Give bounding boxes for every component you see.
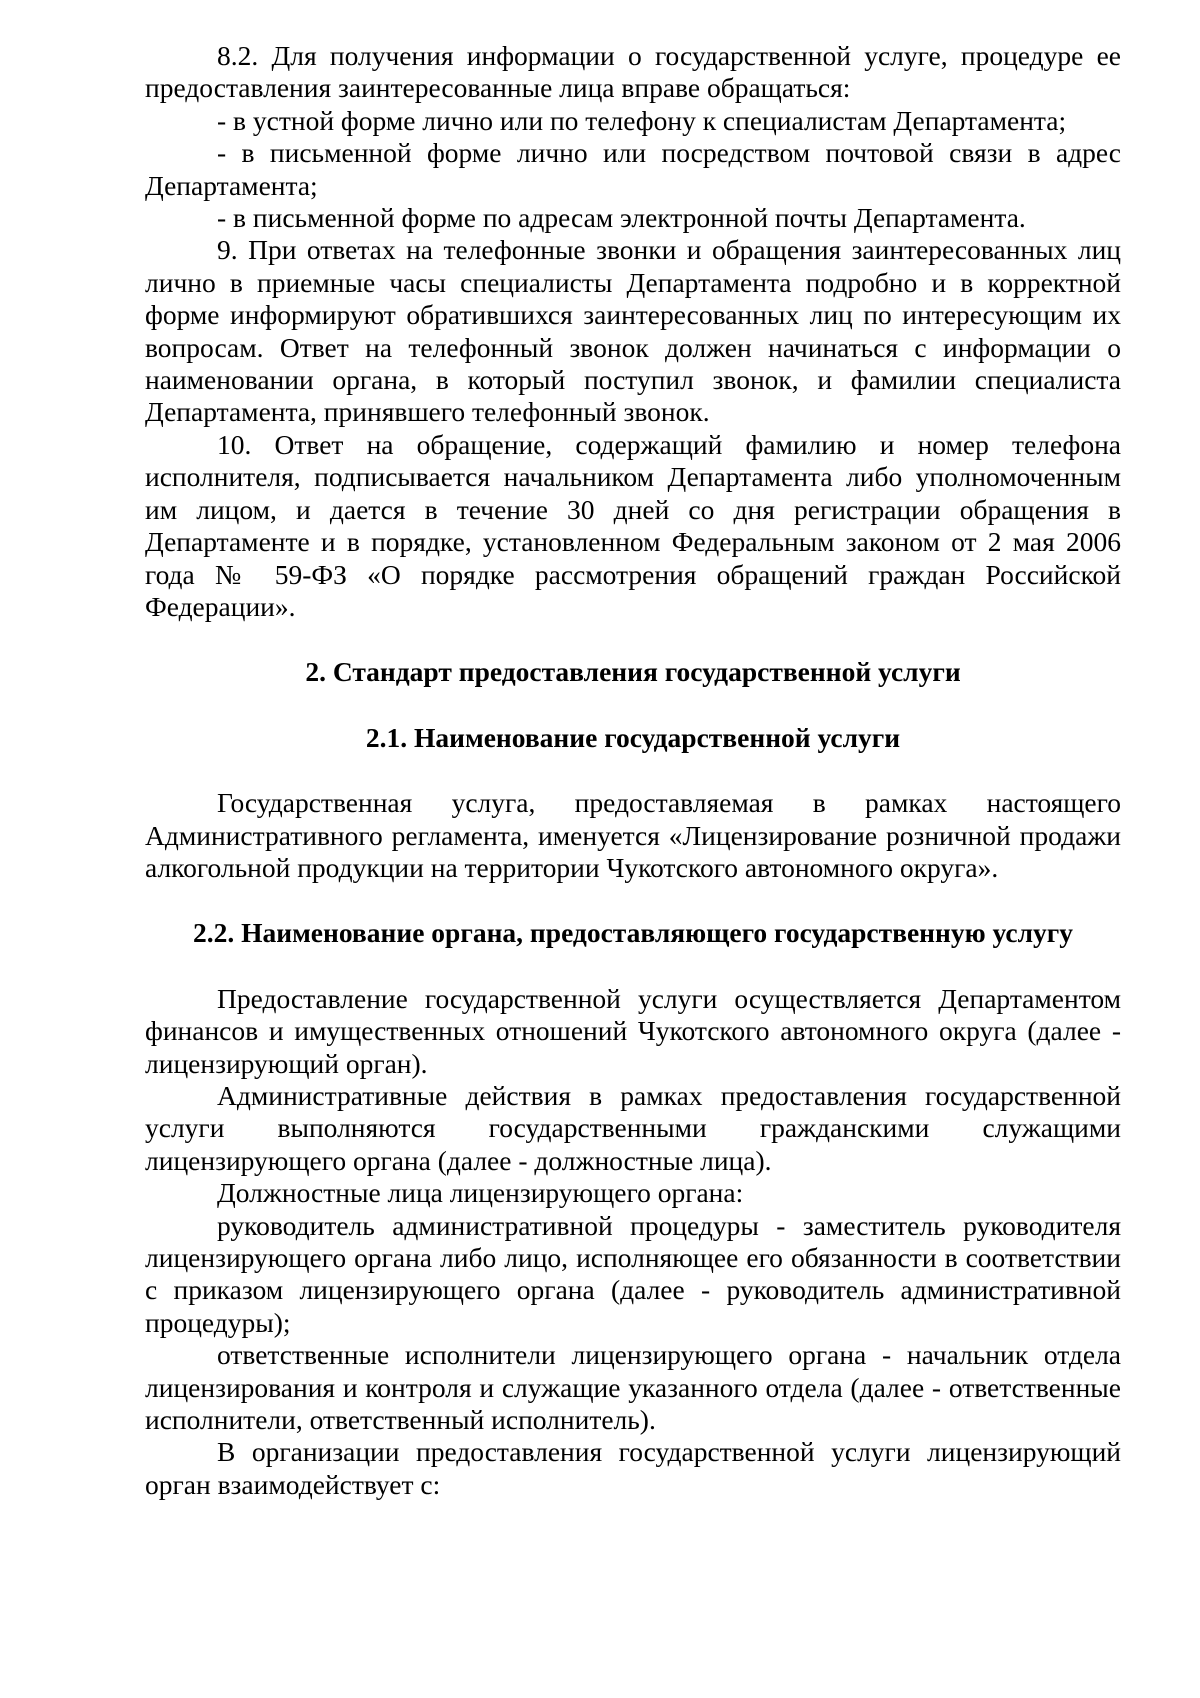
section-2-heading: 2. Стандарт предоставления государственной услуги	[305, 656, 961, 688]
section-2-2-paragraph-4: руководитель административной процедуры - заместитель руководителя лицензирующего органа либо лицо, исполняющее его обязанности в соответствии с приказом лицензирующего органа (далее - руководитель административной процедуры);	[145, 1209, 1121, 1338]
list-item-written-email: - в письменной форме по адресам электронной почты Департамента.	[217, 202, 1026, 234]
list-item-oral: - в устной форме лично или по телефону к специалистам Департамента;	[217, 104, 1067, 136]
section-2-2-paragraph-3: Должностные лица лицензирующего органа:	[217, 1177, 744, 1209]
paragraph-10: 10. Ответ на обращение, содержащий фамилию и номер телефона исполнителя, подписывается начальником Департамента либо уполномоченным им лицом, и дается в течение 30 дней со дня регистрации обращения в Департаменте и в порядке, установленном Федеральным законом от 2 мая 2006 года № 59-ФЗ «О порядке рассмотрения обращений граждан Российской Федерации».	[145, 428, 1121, 622]
document-page	[145, 40, 1121, 1501]
section-2-2-heading: 2.2. Наименование органа, предоставляющего государственную услугу	[192, 917, 1074, 949]
paragraph-9: 9. При ответах на телефонные звонки и обращения заинтересованных лиц лично в приемные часы специалисты Департамента подробно и в корректной форме информируют обратившихся заинтересованных лиц по интересующим их вопросам. Ответ на телефонный звонок должен начинаться с информации о наименовании органа, в который поступил звонок, и фамилии специалиста Департамента, принявшего телефонный звонок.	[145, 234, 1121, 428]
section-2-2-paragraph-1: Предоставление государственной услуги осуществляется Департаментом финансов и имущественных отношений Чукотского автономного округа (далее - лицензирующий орган).	[145, 982, 1121, 1079]
section-2-2-paragraph-2: Административные действия в рамках предоставления государственной услуги выполняются государственными гражданскими служащими лицензирующего органа (далее - должностные лица).	[145, 1079, 1121, 1176]
paragraph-8-2: 8.2. Для получения информации о государственной услуге, процедуре ее предоставления заинтересованные лица вправе обращаться:	[145, 40, 1121, 104]
list-item-written-post: - в письменной форме лично или посредством почтовой связи в адрес Департамента;	[145, 137, 1121, 201]
section-2-2-paragraph-6: В организации предоставления государственной услуги лицензирующий орган взаимодействует с:	[145, 1436, 1121, 1500]
section-2-2-paragraph-5: ответственные исполнители лицензирующего органа - начальник отдела лицензирования и контроля и служащие указанного отдела (далее - ответственные исполнители, ответственный исполнитель).	[145, 1339, 1121, 1436]
section-2-1-heading: 2.1. Наименование государственной услуги	[365, 721, 901, 753]
section-2-1-paragraph: Государственная услуга, предоставляемая в рамках настоящего Административного регламента, именуется «Лицензирование розничной продажи алкогольной продукции на территории Чукотского автономного округа».	[145, 787, 1121, 883]
